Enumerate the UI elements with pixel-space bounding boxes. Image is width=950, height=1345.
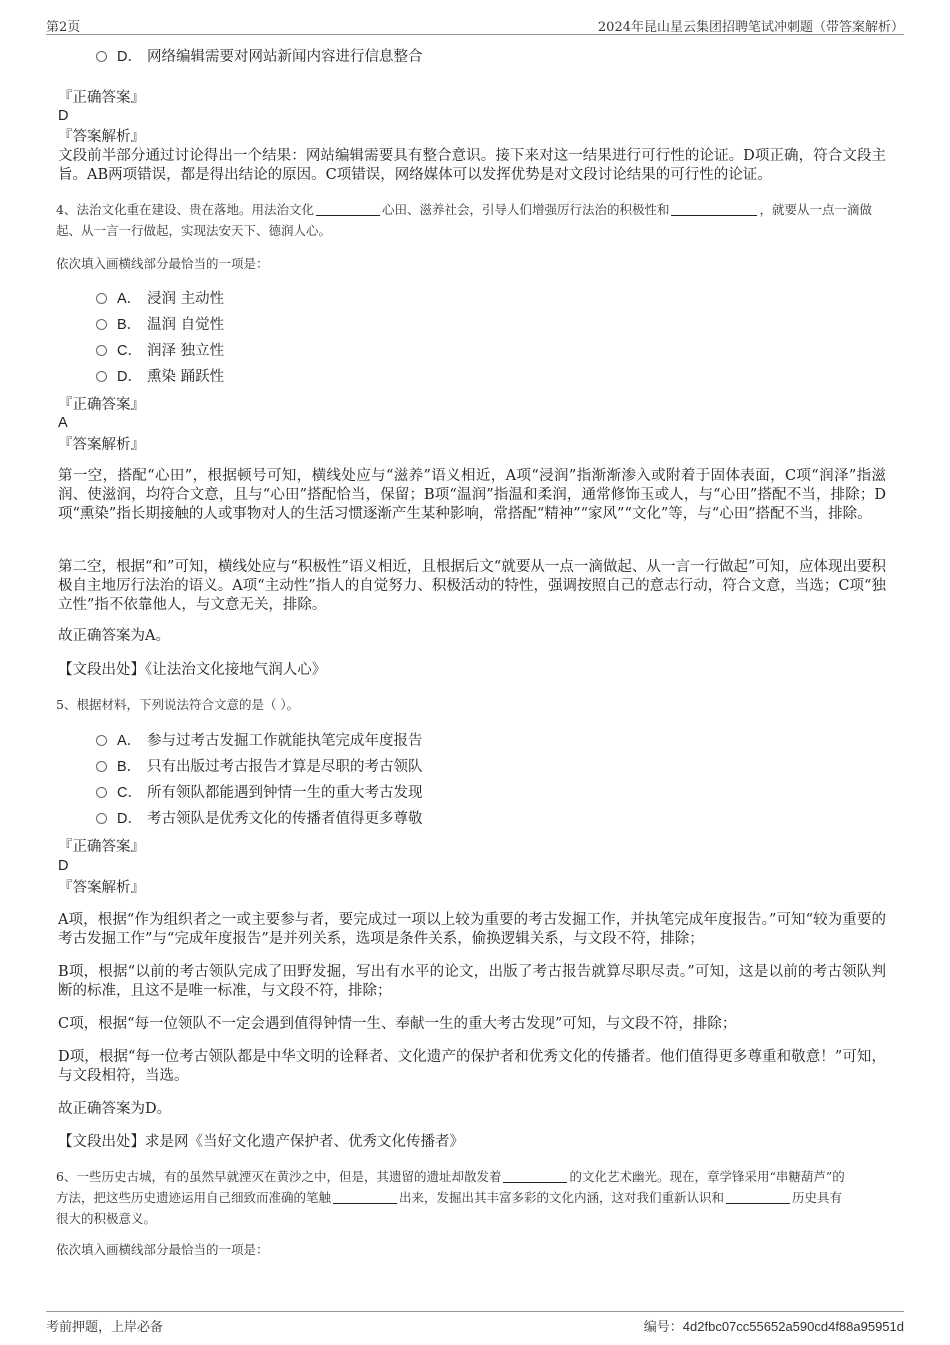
page-number: 第2页 xyxy=(46,20,81,35)
q5-option-a[interactable]: A． 参与过考古发掘工作就能执笔完成年度报告 xyxy=(96,731,423,751)
radio-icon[interactable] xyxy=(96,293,107,304)
q4-prompt: 依次填入画横线部分最恰当的一项是： xyxy=(56,256,269,271)
fill-blank xyxy=(503,1170,567,1183)
radio-icon[interactable] xyxy=(96,345,107,356)
q4-source: 【文段出处】《让法治文化接地气润人心》 xyxy=(58,662,327,678)
footer-slogan: 考前押题，上岸必备 xyxy=(46,1320,164,1335)
q4-analysis-p1: 第一空，搭配“心田”，根据顿号可知，横线处应与“滋养”语义相近，A项“浸润”指渐渐渗入或附着于固体表面，C项“润泽”指滋润、使滋润，均符合文意，且与“心田”搭配恰当，保留；B项“温润”指温和柔润，通常修饰玉或人，与“心田”搭配不当，排除；D项“熏染”指长期接触的人或事物对人的生活习惯逐渐产生某种影响，常搭配“精神”“家风”“文化”等，与“心田”搭配不当，排除。 xyxy=(58,468,886,522)
q4-option-d[interactable]: D． 熏染 踊跃性 xyxy=(96,367,224,387)
q6-line-3: 很大的积极意义。 xyxy=(56,1211,157,1226)
q3-answer: D xyxy=(58,108,69,124)
q6-stem xyxy=(56,1166,892,1229)
q6-line-1: 6、一些历史古城，有的虽然早就湮灭在黄沙之中，但是，其遗留的遗址却散发着 的文化艺术幽光。现在，章学锋采用“串糖葫芦”的 xyxy=(56,1169,845,1184)
radio-icon[interactable] xyxy=(96,319,107,330)
q3-answer-label: 『正确答案』 xyxy=(58,90,145,106)
document-title: 2024年昆山星云集团招聘笔试冲刺题（带答案解析） xyxy=(597,20,904,35)
q5-answer-label: 『正确答案』 xyxy=(58,839,145,855)
fill-blank xyxy=(671,203,757,216)
q4-analysis-p2: 第二空，根据“和”可知，横线处应与“积极性”语义相近，且根据后文“就要从一点一滴做起、从一言一行做起”可知，应体现出要积极自主地厉行法治的语义。A项“主动性”指人的自觉努力、积极活动的特性，强调按照自己的意志行动，符合文意，当选；C项“独立性”指不依靠他人，与文意无关，排除。 xyxy=(58,559,886,613)
q4-option-b[interactable]: B． 温润 自觉性 xyxy=(96,315,224,335)
q5-analysis-a: A项，根据“作为组织者之一或主要参与者，要完成过一项以上较为重要的考古发掘工作，并执笔完成年度报告。”可知“较为重要的考古发掘工作”与“完成年度报告”是并列关系，选项是条件关系，偷换逻辑关系，与文段不符，排除； xyxy=(58,912,886,947)
q5-source: 【文段出处】求是网《当好文化遗产保护者、优秀文化传播者》 xyxy=(58,1134,464,1150)
q3-analysis: 文段前半部分通过讨论得出一个结果：网站编辑需要具有整合意识。接下来对这一结果进行可行性的论证。D项正确，符合文段主旨。AB两项错误，都是得出结论的原因。C项错误，网络媒体可以发挥优势是对文段讨论结果的可行性的论证。 xyxy=(58,148,886,183)
q5-conclusion: 故正确答案为D。 xyxy=(58,1101,172,1117)
fill-blank xyxy=(333,1191,397,1204)
q4-option-a[interactable]: A． 浸润 主动性 xyxy=(96,289,224,309)
q4-stem: 4、法治文化重在建设、贵在落地。用法治文化 心田、滋养社会，引导人们增强厉行法治的积极性和 ，就要从一点一滴做起、从一言一行做起，实现法安天下、德润人心。 xyxy=(56,202,872,238)
q4-conclusion: 故正确答案为A。 xyxy=(58,628,170,644)
radio-icon[interactable] xyxy=(96,735,107,746)
fill-blank xyxy=(316,203,380,216)
q5-option-d[interactable]: D． 考古领队是优秀文化的传播者值得更多尊敬 xyxy=(96,809,423,829)
q4-analysis-label: 『答案解析』 xyxy=(58,437,145,453)
page-header xyxy=(46,14,904,35)
radio-icon[interactable] xyxy=(96,787,107,798)
q5-answer: D xyxy=(58,858,69,874)
page-footer xyxy=(46,1311,904,1336)
radio-icon[interactable] xyxy=(96,51,107,62)
q4-answer-label: 『正确答案』 xyxy=(58,397,145,413)
document-id: 编号：4d2fbc07cc55652a590cd4f88a95951d xyxy=(643,1319,904,1335)
q6-prompt: 依次填入画横线部分最恰当的一项是： xyxy=(56,1242,269,1257)
radio-icon[interactable] xyxy=(96,813,107,824)
q4-option-c[interactable]: C． 润泽 独立性 xyxy=(96,341,224,361)
q3-option-d[interactable]: D． 网络编辑需要对网站新闻内容进行信息整合 xyxy=(96,47,423,67)
q5-analysis-c: C项，根据“每一位领队不一定会遇到值得钟情一生、奉献一生的重大考古发现”可知，与文段不符，排除； xyxy=(58,1016,737,1032)
q5-option-b[interactable]: B． 只有出版过考古报告才算是尽职的考古领队 xyxy=(96,757,423,777)
radio-icon[interactable] xyxy=(96,371,107,382)
fill-blank xyxy=(726,1191,790,1204)
q3-analysis-label: 『答案解析』 xyxy=(58,129,145,145)
q4-answer: A xyxy=(58,415,68,431)
radio-icon[interactable] xyxy=(96,761,107,772)
q6-line-2: 方法，把这些历史遗迹运用自己细致而准确的笔触 出来，发掘出其丰富多彩的文化内涵，这对我们重新认识和 历史具有 xyxy=(56,1190,843,1205)
q5-analysis-label: 『答案解析』 xyxy=(58,880,145,896)
q5-analysis-b: B项，根据“以前的考古领队完成了田野发掘，写出有水平的论文，出版了考古报告就算尽职尽责。”可知，这是以前的考古领队判断的标准，且这不是唯一标准，与文段不符，排除； xyxy=(58,964,886,999)
q5-analysis-d: D项，根据“每一位考古领队都是中华文明的诠释者、文化遗产的保护者和优秀文化的传播者。他们值得更多尊重和敬意！”可知，与文段相符，当选。 xyxy=(58,1049,886,1084)
q5-stem: 5、根据材料，下列说法符合文意的是（ ）。 xyxy=(56,697,300,712)
q5-option-c[interactable]: C． 所有领队都能遇到钟情一生的重大考古发现 xyxy=(96,783,423,803)
